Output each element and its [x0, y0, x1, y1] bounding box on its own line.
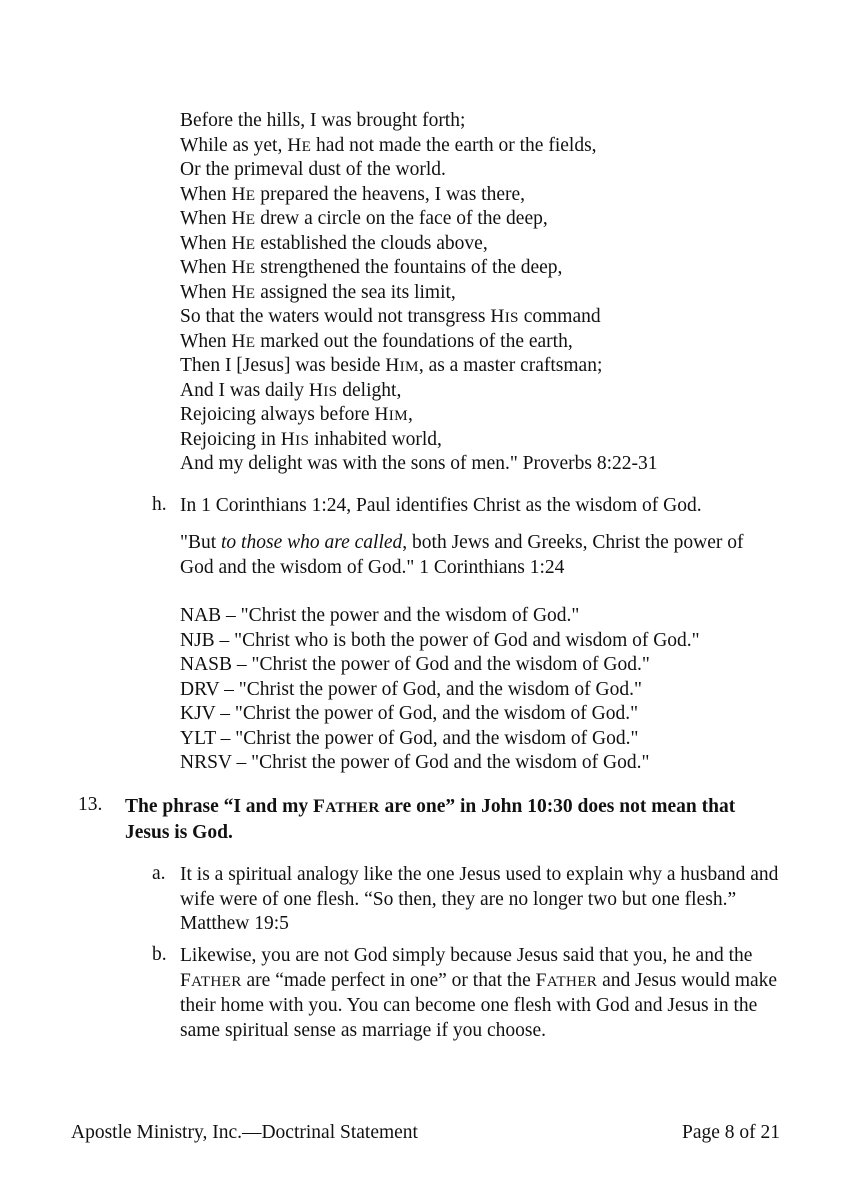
poem-line: When HE established the clouds above,: [180, 232, 488, 254]
translation-line: DRV – "Christ the power of God, and the wisdom of God.": [180, 678, 642, 700]
scripture-poem: [180, 109, 658, 477]
poem-line: When HE marked out the foundations of the earth,: [180, 330, 573, 352]
translations-list: [180, 604, 700, 776]
translation-line: NAB – "Christ the power and the wisdom of God.": [180, 605, 580, 626]
poem-line: When HE strengthened the fountains of the deep,: [180, 257, 563, 278]
translation-line: YLT – "Christ the power of God, and the wisdom of God.": [180, 727, 639, 749]
quote-text-end: , both Jews and Greeks, Christ the power of God and the wisdom of God." 1 Corinthians 1:24: [180, 532, 744, 578]
list-marker: h.: [152, 494, 167, 515]
small-caps-word: HE: [287, 134, 312, 156]
small-caps-word: HIM: [385, 355, 419, 376]
poem-line: When HE prepared the heavens, I was there,: [180, 183, 526, 205]
list-item-text: In 1 Corinthians 1:24, Paul identifies Christ as the wisdom of God.: [180, 495, 702, 516]
small-caps-word: HIS: [490, 306, 519, 327]
small-caps-word: HE: [231, 232, 256, 254]
poem-line: Or the primeval dust of the world.: [180, 159, 446, 180]
small-caps-word: FATHER: [180, 969, 242, 991]
scripture-quote: [180, 531, 780, 580]
poem-line: And I was daily HIS delight,: [180, 379, 402, 401]
poem-line: Before the hills, I was brought forth;: [180, 110, 466, 131]
poem-line: And my delight was with the sons of men." Proverbs 8:22-31: [180, 453, 658, 474]
translation-line: NASB – "Christ the power of God and the wisdom of God.": [180, 654, 650, 675]
small-caps-word: HIS: [308, 379, 338, 401]
poem-line: Rejoicing always before HIM,: [180, 404, 413, 425]
translation-line: KJV – "Christ the power of God, and the wisdom of God.": [180, 703, 639, 724]
poem-line: When HE drew a circle on the face of the deep,: [180, 208, 548, 229]
translation-line: NRSV – "Christ the power of God and the wisdom of God.": [180, 752, 650, 773]
small-caps-word: HIS: [280, 428, 310, 450]
small-caps-word: HIM: [374, 404, 408, 425]
section-number: 13.: [78, 794, 103, 815]
list-marker: a.: [152, 863, 166, 884]
small-caps-word: FATHER: [313, 796, 380, 817]
quote-italic: to those who are called: [221, 532, 403, 553]
translation-line: NJB – "Christ who is both the power of God and wisdom of God.": [180, 629, 700, 651]
list-item-text: It is a spiritual analogy like the one Jesus used to explain why a husband and wife were of one flesh. “So then, they are no longer two but one flesh.” Matthew 19:5: [180, 864, 779, 934]
poem-line: Then I [Jesus] was beside HIM, as a master craftsman;: [180, 355, 603, 376]
section-heading: The phrase “I and my FATHER are one” in John 10:30 does not mean that Jesus is God.: [125, 796, 736, 843]
page-number: Page 8 of 21: [681, 1122, 780, 1143]
list-marker: b.: [152, 944, 167, 965]
small-caps-word: FATHER: [535, 969, 598, 991]
poem-line: While as yet, HE had not made the earth or the fields,: [180, 134, 597, 156]
small-caps-word: HE: [231, 183, 256, 205]
poem-line: So that the waters would not transgress HIS command: [180, 306, 601, 327]
poem-line: Rejoicing in HIS inhabited world,: [180, 428, 442, 450]
small-caps-word: HE: [231, 281, 256, 303]
quote-text-start: "But: [180, 532, 222, 553]
small-caps-word: HE: [231, 208, 256, 229]
small-caps-word: HE: [231, 257, 256, 278]
poem-line: When HE assigned the sea its limit,: [180, 281, 456, 303]
list-item-text: Likewise, you are not God simply because Jesus said that you, he and the FATHER are “made perfect in one” or that the FATHER and Jesus would make their home with you. You can become one flesh with God and Jesus in the same spiritual sense as marriage if you choose.: [180, 945, 778, 1041]
footer-title: Apostle Ministry, Inc.—Doctrinal Statement: [71, 1122, 418, 1143]
small-caps-word: HE: [231, 330, 256, 352]
